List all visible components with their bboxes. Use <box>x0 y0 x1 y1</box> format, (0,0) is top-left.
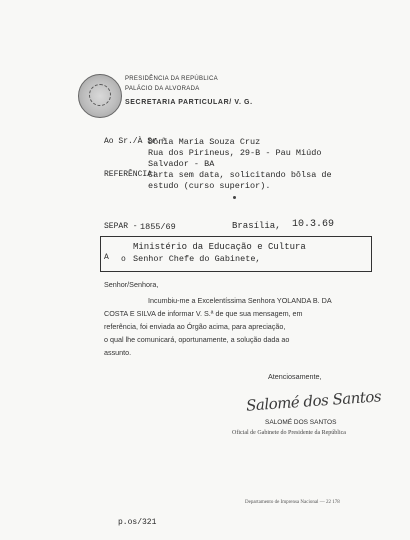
recipient-city: Salvador - BA <box>148 159 215 169</box>
forward-a-label: A <box>104 253 109 262</box>
recipient-street: Rua dos Pirineus, 29-B - Pau Miúdo <box>148 148 322 158</box>
header-presidency: PRESIDÊNCIA DA REPÚBLICA <box>125 76 218 82</box>
printer-footer: Departamento de Imprensa Nacional — 22 178 <box>245 500 340 505</box>
salutation: Senhor/Senhora, <box>104 280 159 289</box>
recipient-name: Dônia Maria Souza Cruz <box>148 137 261 147</box>
header-palace: PALÁCIO DA ALVORADA <box>125 86 200 92</box>
header-secretariat: SECRETARIA PARTICULAR/ V. G. <box>125 99 253 106</box>
signatory-title: Oficial de Gabinete do Presidente da República <box>232 430 346 436</box>
body-line-4: o qual lhe comunicará, oportunamente, a solução dada ao <box>104 335 290 344</box>
body-line-2: COSTA E SILVA de informar V. S.ª de que sua mensagem, em <box>104 309 303 318</box>
body-line-1: Incumbiu-me a Excelentíssima Senhora YOLANDA B. DA <box>148 296 332 305</box>
handwritten-signature: Salomé dos Santos <box>245 387 382 415</box>
separ-number: 1855/69 <box>140 222 176 232</box>
separ-label: SEPAR - <box>104 222 138 231</box>
handwritten-code: p.os/321 <box>118 518 157 527</box>
closing: Atenciosamente, <box>268 372 322 381</box>
forward-chief: Senhor Chefe do Gabinete, <box>133 254 261 264</box>
place-label: Brasília, <box>232 221 281 231</box>
coat-of-arms-seal-icon <box>78 74 122 118</box>
reference-label: REFERÊNCIA: <box>104 170 157 179</box>
forward-ministry: Ministério da Educação e Cultura <box>133 242 306 252</box>
signatory-name: SALOMÉ DOS SANTOS <box>265 419 337 426</box>
ink-dot <box>233 196 236 199</box>
reference-line-1: Carta sem data, solicitando bôlsa de <box>148 170 332 180</box>
recipient-label: Ao Sr./À Sr.ª <box>104 137 167 146</box>
body-line-5: assunto. <box>104 348 132 357</box>
letter-date: 10.3.69 <box>292 219 335 230</box>
reference-line-2: estudo (curso superior). <box>148 181 271 191</box>
forward-o-label: o <box>121 255 126 264</box>
body-line-3: referência, foi enviada ao Órgão acima, para apreciação, <box>104 322 286 331</box>
